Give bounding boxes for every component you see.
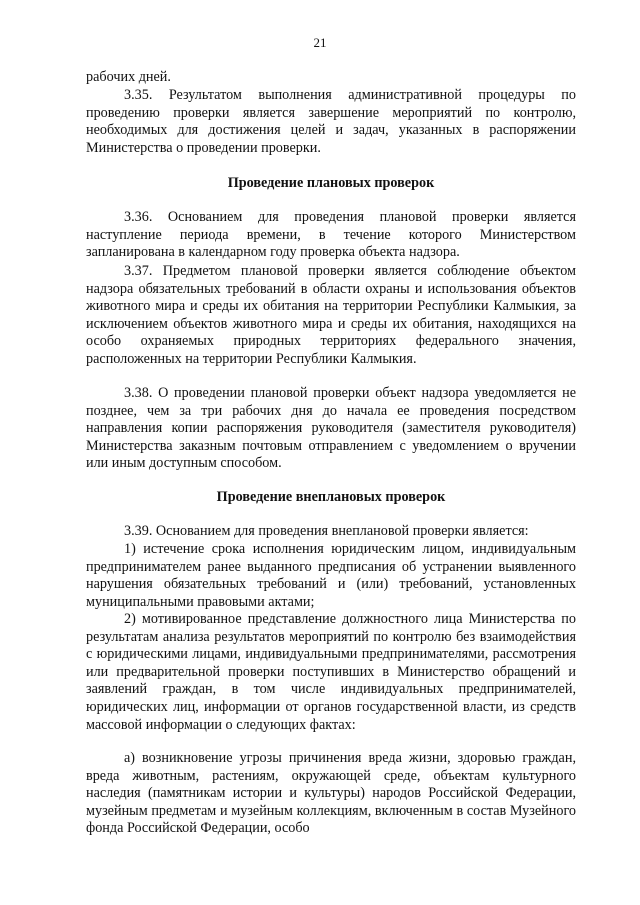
list-item-1: 1) истечение срока исполнения юридическим лицом, индивидуальным предпринимателем ранее выданного предписания об устранении выявленного нарушения обязательных требований и (или) требований, установленных муниципальными правовыми актами; (86, 541, 576, 610)
paragraph-3-39: 3.39. Основанием для проведения внеплановой проверки является: (124, 523, 529, 539)
paragraph-3-37: 3.37. Предметом плановой проверки является соблюдение объектом надзора обязательных требований в области охраны и использования объектов животного мира и среды их обитания на территории Республики Калмыкия, за исключением объектов животного мира и среды их обитания, находящихся на особо охраняемых природных территориях федерального значения, расположенных на территории Республики Калмыкия. (86, 263, 576, 367)
paragraph-3-38: 3.38. О проведении плановой проверки объект надзора уведомляется не позднее, чем за три рабочих дня до начала ее проведения посредством направления копии распоряжения руководителя (заместителя руководителя) Министерства заказным почтовым отправлением с уведомлением о вручении или иным доступным способом. (86, 385, 576, 472)
list-item-2a: а) возникновение угрозы причинения вреда жизни, здоровью граждан, вреда животным, растениям, окружающей среде, объектам культурного наследия (памятникам истории и культуры) народов Российской Федерации, музейным предметам и музейным коллекциям, включенным в состав Музейного фонда Российской Федерации, особо (86, 750, 576, 837)
paragraph-3-36: 3.36. Основанием для проведения плановой проверки является наступление периода времени, в течение которого Министерством запланирована в календарном году проверка объекта надзора. (86, 209, 576, 261)
paragraph-continuation: рабочих дней. (86, 69, 171, 85)
page-number: 21 (313, 35, 327, 50)
section-heading-unplanned: Проведение внеплановых проверок (216, 489, 446, 505)
paragraph-3-35: 3.35. Результатом выполнения административной процедуры по проведению проверки является завершение мероприятий по контролю, необходимых для достижения целей и задач, указанных в распоряжении Министерства о проведении проверки. (86, 87, 576, 156)
list-item-2: 2) мотивированное представление должностного лица Министерства по результатам анализа результатов мероприятий по контролю без взаимодействия с юридическими лицами, индивидуальными предпринимателями, рассмотрения или предварительной проверки поступивших в Министерство обращений и заявлений граждан, в том числе индивидуальных предпринимателей, юридических лиц, информации от органов государственной власти, из средств массовой информации о следующих фактах: (86, 611, 576, 733)
section-heading-planned: Проведение плановых проверок (227, 175, 435, 191)
